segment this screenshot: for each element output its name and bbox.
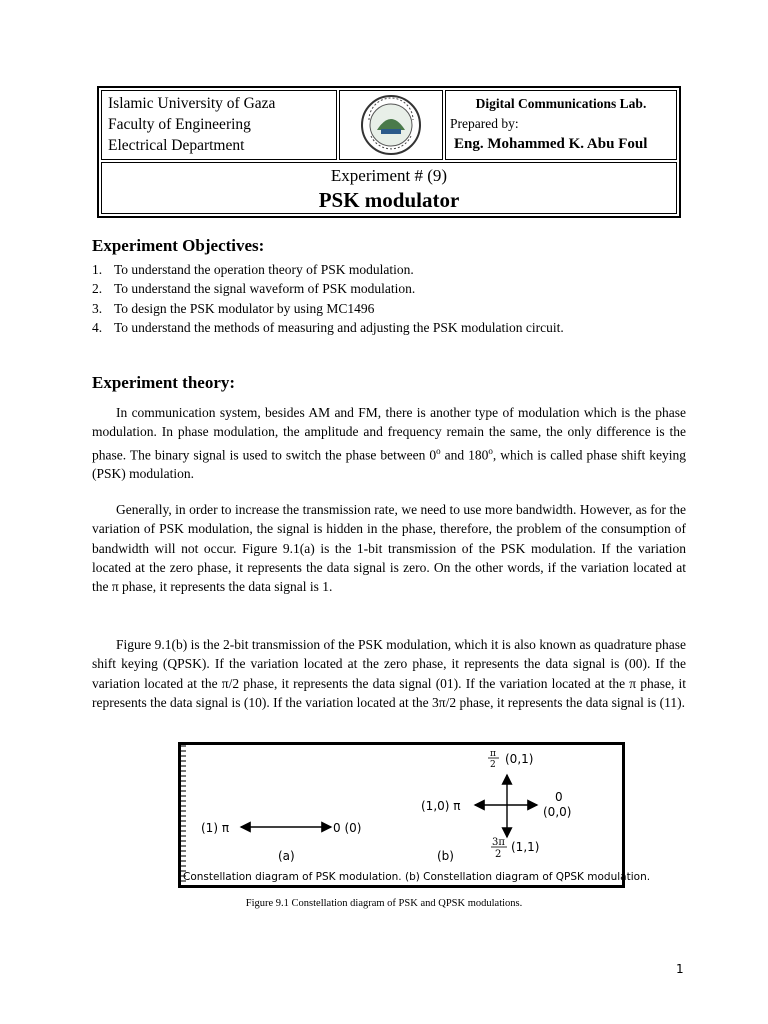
list-text: To understand the signal waveform of PSK modulation. [114,281,416,297]
list-item [92,260,692,279]
qpsk-bottom-frac-den: 2 [495,849,502,860]
figure-label-b: (b) [437,849,454,863]
p1-text-b: and 180 [440,447,489,463]
institution-cell [101,90,337,160]
objectives-heading: Experiment Objectives: [92,236,265,255]
experiment-number: Experiment # (9) [330,166,448,185]
university-logo [359,94,423,156]
constellation-diagrams [181,745,622,885]
qpsk-top-frac-den: 2 [490,760,496,770]
department-name: Electrical Department [108,137,245,154]
header-bottom-row [101,162,677,214]
psk-label-zero: 0 (0) [333,821,362,835]
faculty-name: Faculty of Engineering [108,116,251,133]
page-number: 1 [676,962,684,976]
lab-cell [445,90,677,160]
figure-inner-caption: Constellation diagram of PSK modulation. (b) Constellation diagram of QPSK modulation. [183,871,651,883]
constellation-figure [178,742,651,888]
header-table [97,86,681,218]
theory-paragraph-1 [92,403,686,484]
list-number: 4. [92,319,103,335]
experiment-title: PSK modulator [318,188,460,212]
qpsk-label-right: (0,0) [543,805,572,819]
list-text: To design the PSK modulator by using MC1496 [114,300,375,316]
psk-label-pi: (1) π [201,821,230,835]
degree-sup: o [436,445,441,456]
objectives-list [92,260,692,337]
qpsk-label-bottom: (1,1) [511,840,540,854]
qpsk-top-frac-num: π [490,749,496,759]
list-item [92,318,692,337]
logo-cell [339,90,443,160]
theory-paragraph-3: Figure 9.1(b) is the 2-bit transmission of the PSK modulation, which it is also known as quadrature phase shift keying (QPSK). If the variation located at the zero phase, it represents the data signal is (00). If the variation located at the π/2 phase, it represents the data signal (01). If the variation located at the π phase, it represents the data signal is (10). If the variation located at the 3π/2 phase, it represents the data signal is (11). [92,637,686,710]
p1-text-a: In communication system, besides AM and FM, there is another type of modulation which is the phase modulation. In phase modulation, the amplitude and frequency remain the same, the only difference is the phase. The binary signal is used to switch the phase between 0 [92,405,686,463]
prepared-by-label: Prepared by: [450,116,519,131]
qpsk-bottom-frac-num: 3π [492,837,505,848]
lab-name: Digital Communications Lab. [475,96,647,111]
list-item [92,279,692,298]
author-name: Eng. Mohammed K. Abu Foul [454,136,648,152]
list-number: 2. [92,281,103,297]
qpsk-label-left: (1,0) π [421,799,461,813]
list-text: To understand the operation theory of PSK modulation. [114,262,414,277]
theory-paragraph-2: Generally, in order to increase the transmission rate, we need to use more bandwidth. However, as for the variation of PSK modulation, the signal is hidden in the phase, therefore, the problem of the consumption of bandwidth will not occur. Figure 9.1(a) is the 1-bit transmission of the PSK modulation. If the variation located at the zero phase, it represents the data signal is zero. On the other words, if the variation located at the π phase, it represents the data signal is 1. [92,502,686,595]
header-top-row [101,90,677,160]
list-number: 1. [92,262,103,277]
list-item [92,299,692,318]
list-text: To understand the methods of measuring and adjusting the PSK modulation circuit. [114,319,564,335]
theory-heading: Experiment theory: [92,373,236,392]
figure-caption: Figure 9.1 Constellation diagram of PSK and QPSK modulations. [245,898,523,909]
figure-label-a: (a) [278,849,295,863]
qpsk-label-right-zero: 0 [555,790,563,804]
university-name: Islamic University of Gaza [108,95,276,112]
degree-sup: o [488,445,493,456]
list-number: 3. [92,300,103,316]
p1-text-c: , which is called phase shift keying (PSK) modulation. [92,447,686,482]
qpsk-label-top: (0,1) [505,752,534,766]
